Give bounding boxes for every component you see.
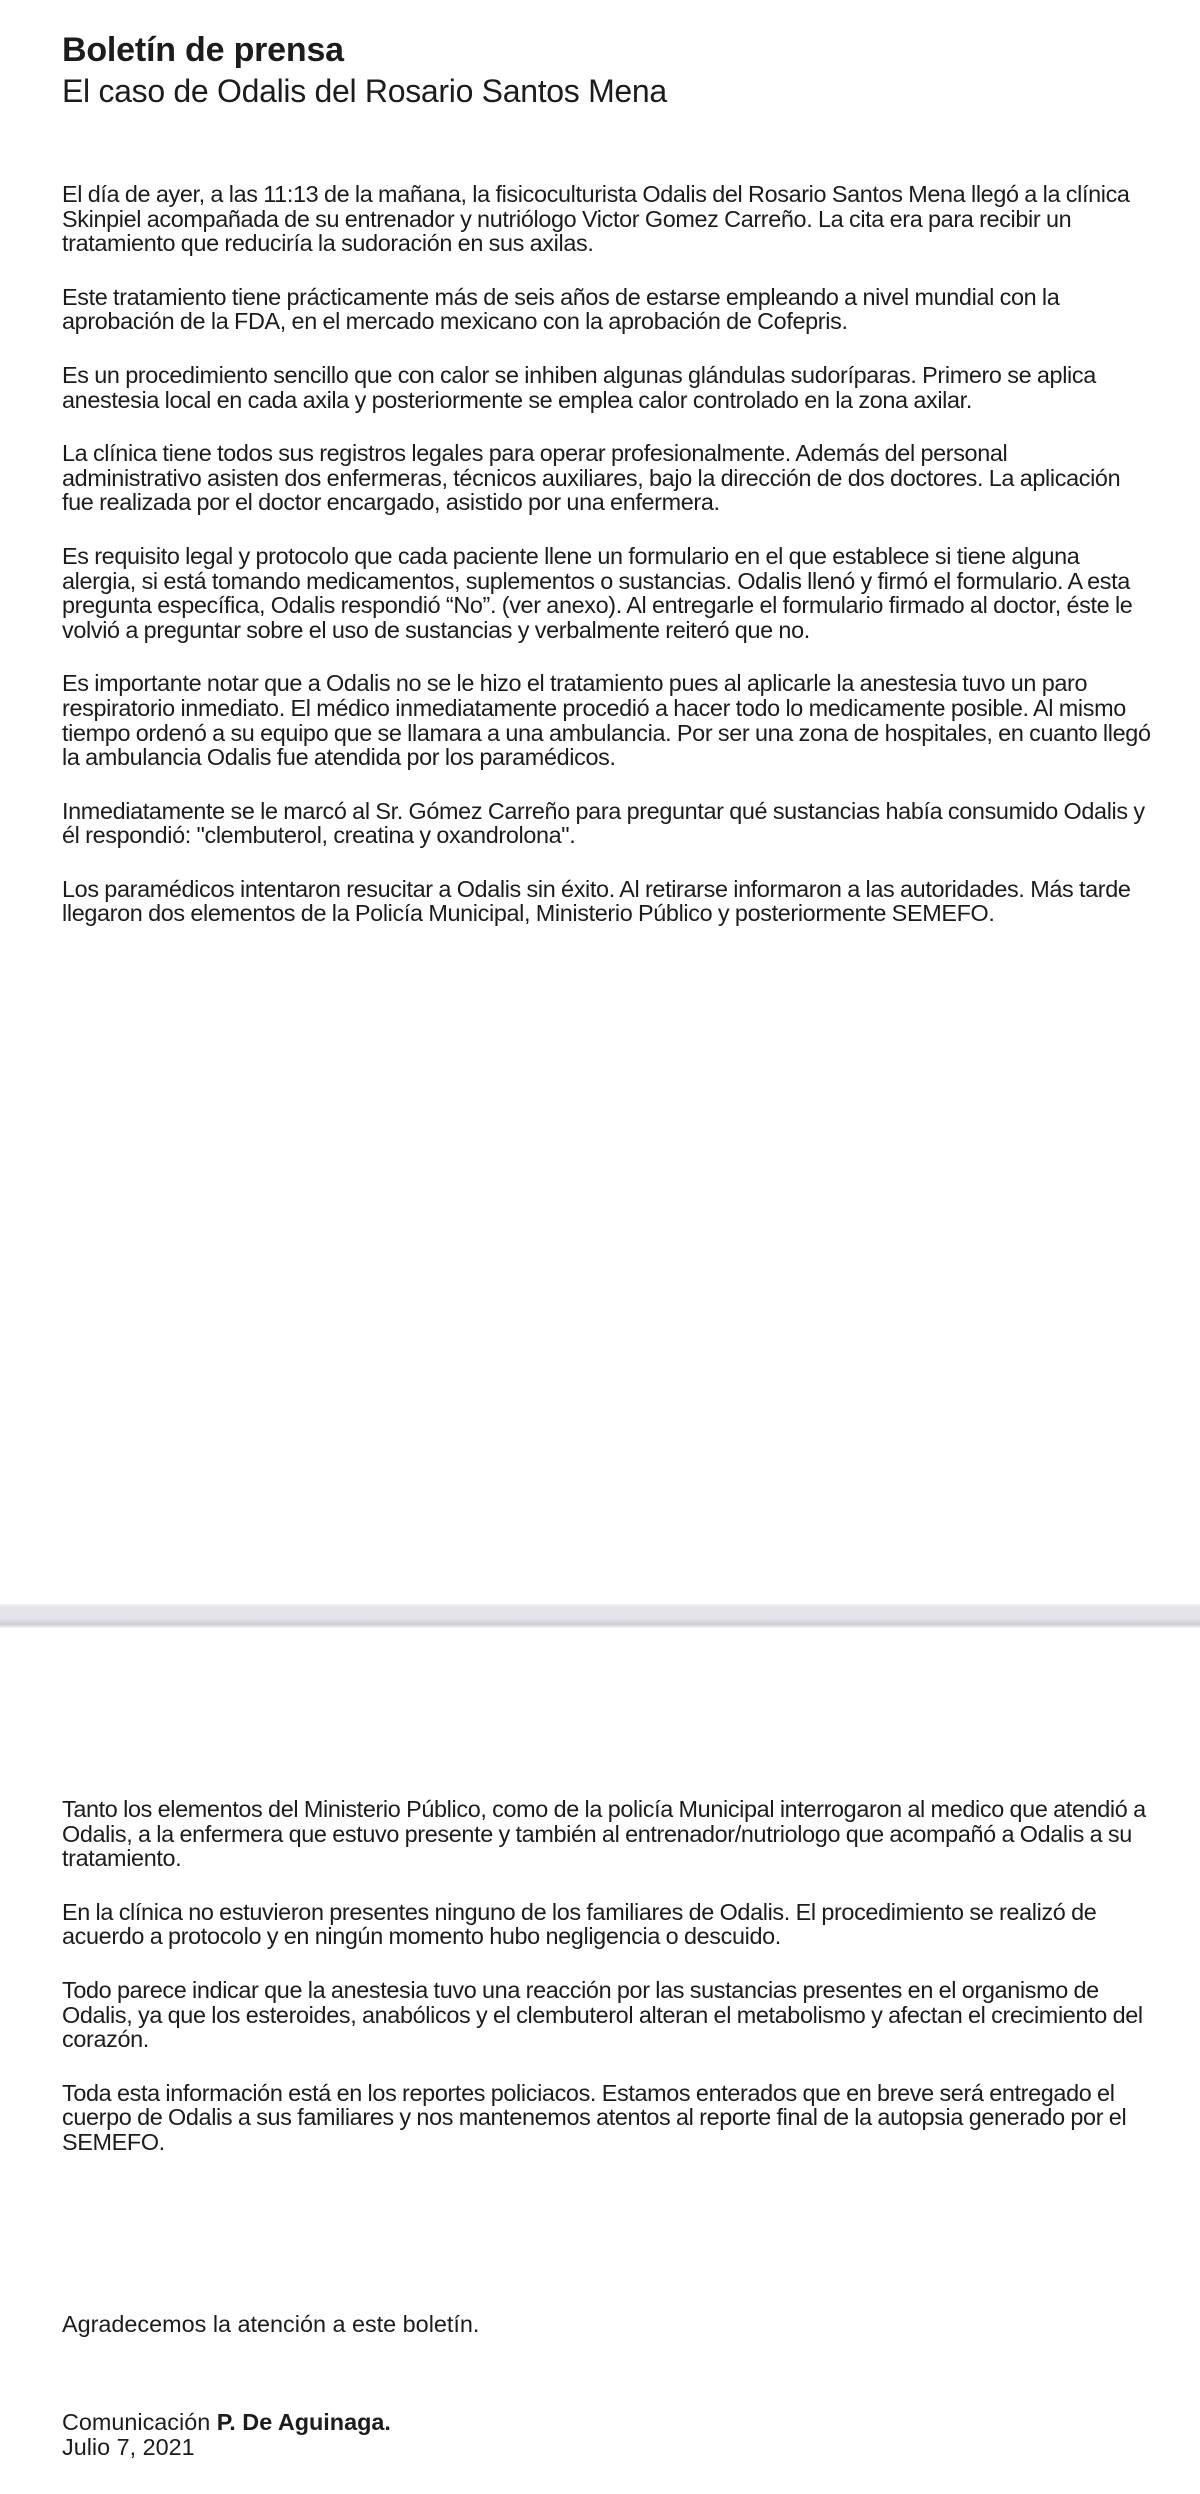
signature-date: Julio 7, 2021 [62,2434,195,2460]
paragraph: En la clínica no estuvieron presentes ninguno de los familiares de Odalis. El procedimiento se realizó de acuerdo a protocolo y en ningún momento hubo negligencia o descuido. [62,1898,1097,1950]
paragraph: Es un procedimiento sencillo que con calor se inhiben algunas glándulas sudoríparas. Primero se aplica anestesia local en cada axila y posteriormente se emplea calor controlado en la zona axilar. [62,361,1096,413]
page-1-body [62,182,1152,955]
page-break-divider [0,1604,1200,1628]
document-title: Boletín de prensa [62,31,344,69]
closing-line: Agradecemos la atención a este boletín. [62,2311,480,2337]
paragraph: Este tratamiento tiene prácticamente más de seis años de estarse empleando a nivel mundial con la aprobación de la FDA, en el mercado mexicano con la aprobación de Cofepris. [62,283,1060,335]
paragraph: Es requisito legal y protocolo que cada paciente llene un formulario en el que establece si tiene alguna alergia, si está tomando medicamentos, suplementos o sustancias. Odalis llenó y firmó el formulario. A esta pregunta específica, Odalis respondió “No”. (ver anexo). Al entregarle el formulario firmado al doctor, éste le volvió a preguntar sobre el uso de sustancias y verbalmente reiteró que no. [62,542,1133,643]
paragraph: La clínica tiene todos sus registros legales para operar profesionalmente. Además del personal administrativo asisten dos enfermeras, técnicos auxiliares, bajo la dirección de dos doctores. La aplicación fue realizada por el doctor encargado, asistido por una enfermera. [62,440,1121,516]
paragraph: Todo parece indicar que la anestesia tuvo una reacción por las sustancias presentes en el organismo de Odalis, ya que los esteroides, anabólicos y el clembuterol alteran el metabolismo y afectan el crecimiento del corazón. [62,1976,1143,2053]
document-subtitle: El caso de Odalis del Rosario Santos Mena [62,73,667,109]
paragraph: Inmediatamente se le marcó al Sr. Gómez Carreño para preguntar qué sustancias había consumido Odalis y él respondió: "clembuterol, creatina y oxandrolona". [62,797,1145,849]
paragraph: El día de ayer, a las 11:13 de la mañana, la fisicoculturista Odalis del Rosario Santos Mena llegó a la clínica Skinpiel acompañada de su entrenador y nutriólogo Victor Gomez Carreño. La cita era para recibir un tratamiento que reduciría la sudoración en sus axilas. [62,181,1130,257]
signature-block [62,2410,391,2460]
page-2-body [62,1797,1152,2184]
signature-name: P. De Aguinaga. [216,2409,391,2435]
paragraph: Tanto los elementos del Ministerio Público, como de la policía Municipal interrogaron al medico que atendió a Odalis, a la enfermera que estuvo presente y también al entrenador/nutriologo que acompañó a Odalis a su tratamiento. [62,1796,1146,1872]
signature-line [62,2410,391,2435]
paragraph: Los paramédicos intentaron resucitar a Odalis sin éxito. Al retirarse informaron a las autoridades. Más tarde llegaron dos elementos de la Policía Municipal, Ministerio Público y posteriormente SEMEFO. [62,875,1131,927]
paragraph: Toda esta información está en los reportes policiacos. Estamos enterados que en breve será entregado el cuerpo de Odalis a sus familiares y nos mantenemos atentos al reporte final de la autopsia generado por el SEMEFO. [62,2079,1127,2155]
signature-prefix: Comunicación [62,2409,211,2435]
paragraph: Es importante notar que a Odalis no se le hizo el tratamiento pues al aplicarle la anestesia tuvo un paro respiratorio inmediato. El médico inmediatamente procedió a hacer todo lo medicamente posible. Al mismo tiempo ordenó a su equipo que se llamara a una ambulancia. Por ser una zona de hospitales, en cuanto llegó la ambulancia Odalis fue atendida por los paramédicos. [62,670,1151,771]
